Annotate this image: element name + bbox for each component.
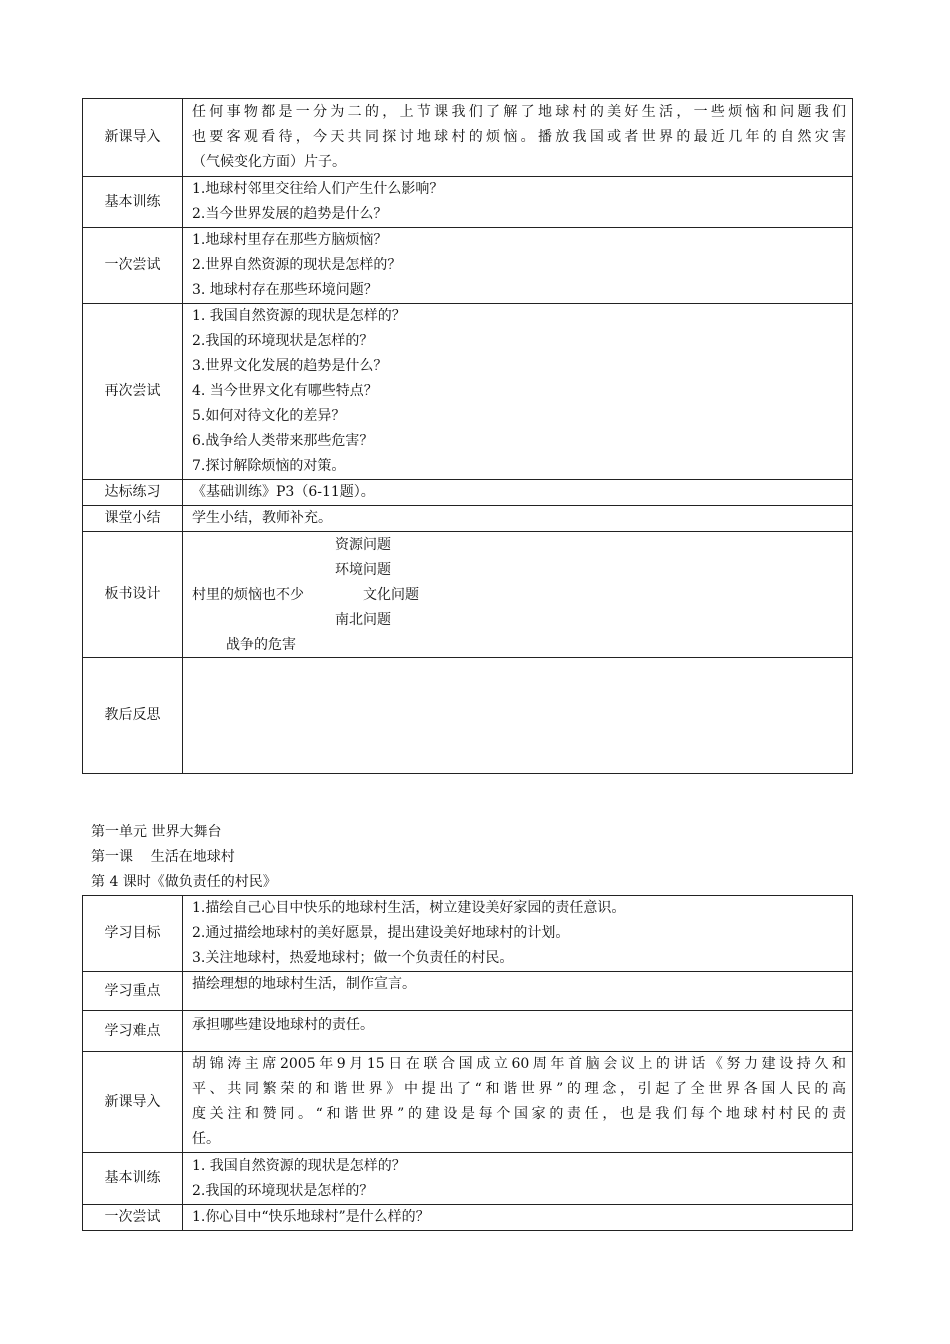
board-war: 战争的危害 — [226, 636, 296, 653]
board-item: 南北问题 — [335, 611, 391, 628]
text-line: 度关注和赞同。“和谐世界”的建设是每个国家的责任，也是我们每个地球村村民的责 — [192, 1106, 846, 1122]
board-design — [183, 532, 853, 658]
text-line: 6.战争给人类带来那些危害？ — [192, 433, 374, 449]
row-label: 基本训练 — [83, 177, 183, 228]
row-content — [183, 177, 853, 228]
row-try1 — [83, 228, 853, 304]
row-focus — [83, 972, 853, 1011]
row-label: 基本训练 — [83, 1153, 183, 1205]
text-line: 3.世界文化发展的趋势是什么？ — [192, 358, 388, 374]
row-difficulty — [83, 1011, 853, 1052]
row-content — [183, 896, 853, 972]
row-content — [183, 1011, 853, 1052]
row-try1-2 — [83, 1205, 853, 1231]
row-label: 新课导入 — [83, 99, 183, 177]
text-line: 1. 我国自然资源的现状是怎样的？ — [192, 308, 406, 324]
board-item: 资源问题 — [335, 536, 391, 553]
board-main-topic: 村里的烦恼也不少 — [192, 586, 304, 603]
text-line: 1.地球村邻里交往给人们产生什么影响？ — [192, 181, 444, 197]
row-content — [183, 304, 853, 480]
text-line: 学生小结，教师补充。 — [192, 510, 332, 526]
row-label: 新课导入 — [83, 1052, 183, 1153]
text-line: 3. 地球村存在那些环境问题？ — [192, 282, 378, 298]
board-item: 环境问题 — [335, 561, 391, 578]
row-content — [183, 506, 853, 532]
text-line: 1.描绘自己心目中快乐的地球村生活，树立建设美好家园的责任意识。 — [192, 900, 626, 916]
text-line: 5.如何对待文化的差异？ — [192, 408, 346, 424]
row-try2 — [83, 304, 853, 480]
row-label: 学习重点 — [83, 972, 183, 1011]
row-content — [183, 1052, 853, 1153]
period-heading: 第 4 课时《做负责任的村民》 — [91, 874, 277, 890]
row-content — [183, 228, 853, 304]
row-label: 一次尝试 — [83, 1205, 183, 1231]
row-goals — [83, 896, 853, 972]
row-basic — [83, 177, 853, 228]
text-line: 3.关注地球村，热爱地球村；做一个负责任的村民。 — [192, 950, 514, 966]
row-label: 学习难点 — [83, 1011, 183, 1052]
row-content — [183, 1153, 853, 1205]
text-line: 2.我国的环境现状是怎样的？ — [192, 333, 374, 349]
row-label: 学习目标 — [83, 896, 183, 972]
text-line: 《基础训练》P3（6-11题）。 — [192, 484, 375, 500]
row-reflection — [83, 658, 853, 774]
text-line: （气候变化方面）片子。 — [192, 154, 346, 170]
row-summary — [83, 506, 853, 532]
text-line: 也要客观看待，今天共同探讨地球村的烦恼。播放我国或者世界的最近几年的自然灾害 — [192, 129, 846, 145]
unit-heading: 第一单元 世界大舞台 — [91, 824, 222, 840]
reflection-content — [183, 658, 853, 774]
board-item: 文化问题 — [363, 586, 419, 603]
text-line: 4. 当今世界文化有哪些特点？ — [192, 383, 378, 399]
text-line: 2.当今世界发展的趋势是什么？ — [192, 206, 388, 222]
text-line: 任。 — [192, 1131, 220, 1147]
row-label: 教后反思 — [83, 658, 183, 774]
text-line: 承担哪些建设地球村的责任。 — [192, 1017, 374, 1033]
row-intro-2 — [83, 1052, 853, 1153]
lesson-heading: 第一课 生活在地球村 — [91, 849, 235, 865]
row-content — [183, 972, 853, 1011]
row-board — [83, 532, 853, 658]
text-line: 7.探讨解除烦恼的对策。 — [192, 458, 346, 474]
row-practice — [83, 480, 853, 506]
text-line: 1.地球村里存在那些方脑烦恼？ — [192, 232, 388, 248]
row-basic-2 — [83, 1153, 853, 1205]
row-content — [183, 99, 853, 177]
row-label: 达标练习 — [83, 480, 183, 506]
row-label: 再次尝试 — [83, 304, 183, 480]
text-line: 胡锦涛主席2005年9月15日在联合国成立60周年首脑会议上的讲话《努力建设持久和 — [192, 1056, 846, 1072]
text-line: 1.你心目中“快乐地球村”是什么样的？ — [192, 1209, 430, 1225]
row-intro — [83, 99, 853, 177]
row-label: 一次尝试 — [83, 228, 183, 304]
text-line: 2.世界自然资源的现状是怎样的？ — [192, 257, 402, 273]
text-line: 2.我国的环境现状是怎样的？ — [192, 1182, 374, 1199]
row-content — [183, 480, 853, 506]
row-label: 板书设计 — [83, 532, 183, 658]
row-content — [183, 1205, 853, 1231]
text-line: 1. 我国自然资源的现状是怎样的？ — [192, 1157, 406, 1174]
lesson-table-2 — [82, 895, 853, 1231]
lesson-table-1 — [82, 98, 853, 774]
text-line: 平、共同繁荣的和谐世界》中提出了“和谐世界”的理念，引起了全世界各国人民的高 — [192, 1081, 846, 1097]
text-line: 任何事物都是一分为二的，上节课我们了解了地球村的美好生活，一些烦恼和问题我们 — [192, 104, 846, 120]
text-line: 描绘理想的地球村生活，制作宣言。 — [192, 976, 416, 992]
row-label: 课堂小结 — [83, 506, 183, 532]
text-line: 2.通过描绘地球村的美好愿景，提出建设美好地球村的计划。 — [192, 925, 570, 941]
